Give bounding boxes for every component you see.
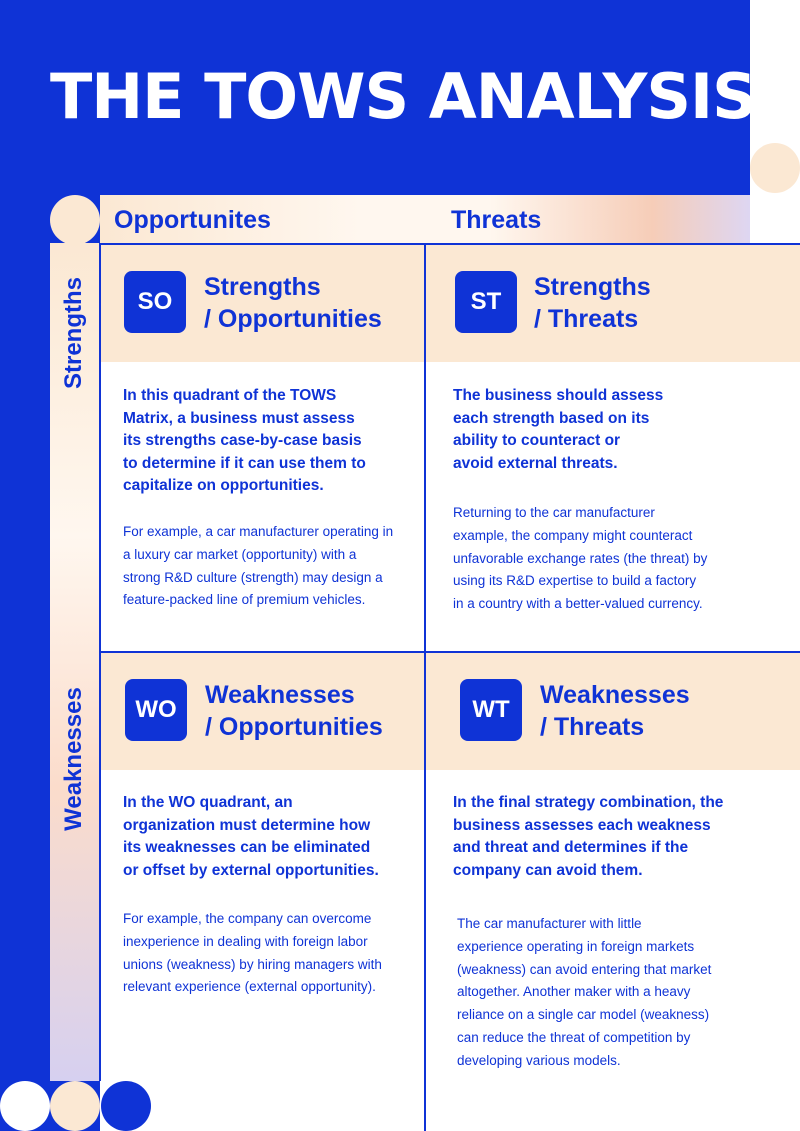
text-line: unions (weakness) by hiring managers with: [123, 956, 382, 972]
text-line: inexperience in dealing with foreign labor: [123, 933, 368, 949]
decor-circle-white: [750, 194, 800, 244]
bottom-circle-white: [0, 1081, 50, 1131]
text-line: capitalize on opportunities.: [123, 477, 324, 494]
text-line: strong R&D culture (strength) may design a: [123, 569, 383, 585]
text-line: and threat and determines if the: [453, 839, 689, 856]
text-line: in a country with a better-valued currency.: [453, 596, 703, 612]
text-line: each strength based on its: [453, 409, 650, 427]
decor-circle-peach: [750, 143, 800, 193]
quadrant-st-badge: ST: [455, 271, 517, 333]
page-title: THE TOWS ANALYSIS: [50, 60, 756, 133]
quadrant-so-badge: SO: [124, 271, 186, 333]
quadrant-st-title: [534, 271, 651, 335]
text-line: reliance on a single car model (weakness): [457, 1007, 710, 1023]
text-line: its weaknesses can be eliminated: [123, 839, 371, 856]
text-line: (weakness) can avoid entering that market: [457, 961, 712, 977]
quadrant-wt-summary: [453, 792, 783, 882]
quadrant-so-example: [123, 521, 418, 612]
text-line: ability to counteract or: [453, 432, 621, 449]
text-line: developing various models.: [457, 1052, 621, 1068]
text-line: In this quadrant of the TOWS: [123, 387, 337, 404]
text-line: organization must determine how: [123, 816, 371, 834]
quadrant-wt-title-line2: / Threats: [540, 713, 645, 741]
text-line: The business should assess: [453, 387, 664, 404]
quadrant-st-title-line2: / Threats: [534, 305, 639, 333]
quadrant-st-title-line1: Strengths: [534, 273, 651, 301]
column-header-opportunities: Opportunites: [114, 206, 271, 234]
text-line: In the final strategy combination, the: [453, 794, 724, 811]
quadrant-so-title-line2: / Opportunities: [204, 305, 382, 333]
quadrant-wo-title: [205, 679, 383, 743]
row-header-strengths: Strengths: [60, 277, 87, 390]
column-header-threats: Threats: [451, 206, 542, 234]
text-line: avoid external threats.: [453, 454, 618, 472]
text-line: company can avoid them.: [453, 861, 643, 879]
text-line: altogether. Another maker with a heavy: [457, 984, 691, 1000]
quadrant-wo-title-line1: Weaknesses: [205, 681, 355, 709]
text-line: Matrix, a business must assess: [123, 409, 355, 427]
bottom-circle-peach: [50, 1081, 100, 1131]
quadrant-wo-title-line2: / Opportunities: [205, 713, 383, 741]
text-line: For example, a car manufacturer operating in: [123, 524, 394, 539]
text-line: experience operating in foreign markets: [457, 938, 695, 954]
text-line: can reduce the threat of competition by: [457, 1029, 691, 1045]
text-line: or offset by external opportunities.: [123, 861, 379, 879]
text-line: example, the company might counteract: [453, 527, 693, 543]
top-right-white-block: [750, 0, 800, 143]
quadrant-so-title: [204, 271, 382, 335]
text-line: The car manufacturer with little: [457, 916, 642, 931]
quadrant-wt-badge: WT: [460, 679, 522, 741]
quadrant-st-example: [453, 502, 773, 616]
quadrant-wo-example: [123, 908, 418, 999]
text-line: relevant experience (external opportunity).: [123, 979, 376, 995]
quadrant-so-summary: [123, 385, 413, 498]
bottom-circle-blue: [101, 1081, 151, 1131]
quadrant-wo-summary: [123, 792, 418, 882]
text-line: In the WO quadrant, an: [123, 794, 293, 811]
text-line: feature-packed line of premium vehicles.: [123, 592, 366, 608]
quadrant-wt-title-line1: Weaknesses: [540, 681, 690, 709]
text-line: its strengths case-by-case basis: [123, 432, 362, 449]
quadrant-wo-badge: WO: [125, 679, 187, 741]
quadrant-so-title-line1: Strengths: [204, 273, 321, 301]
text-line: For example, the company can overcome: [123, 911, 372, 926]
quadrant-st-summary: [453, 385, 773, 475]
text-line: using its R&D expertise to build a factory: [453, 573, 697, 589]
text-line: a luxury car market (opportunity) with a: [123, 546, 357, 562]
quadrant-wt-title: [540, 679, 690, 743]
quadrant-wt-example: [457, 913, 777, 1073]
text-line: unfavorable exchange rates (the threat) by: [453, 550, 708, 566]
text-line: to determine if it can use them to: [123, 454, 366, 472]
row-header-weaknesses: Weaknesses: [60, 687, 87, 831]
text-line: business assesses each weakness: [453, 816, 711, 834]
text-line: Returning to the car manufacturer: [453, 505, 655, 520]
